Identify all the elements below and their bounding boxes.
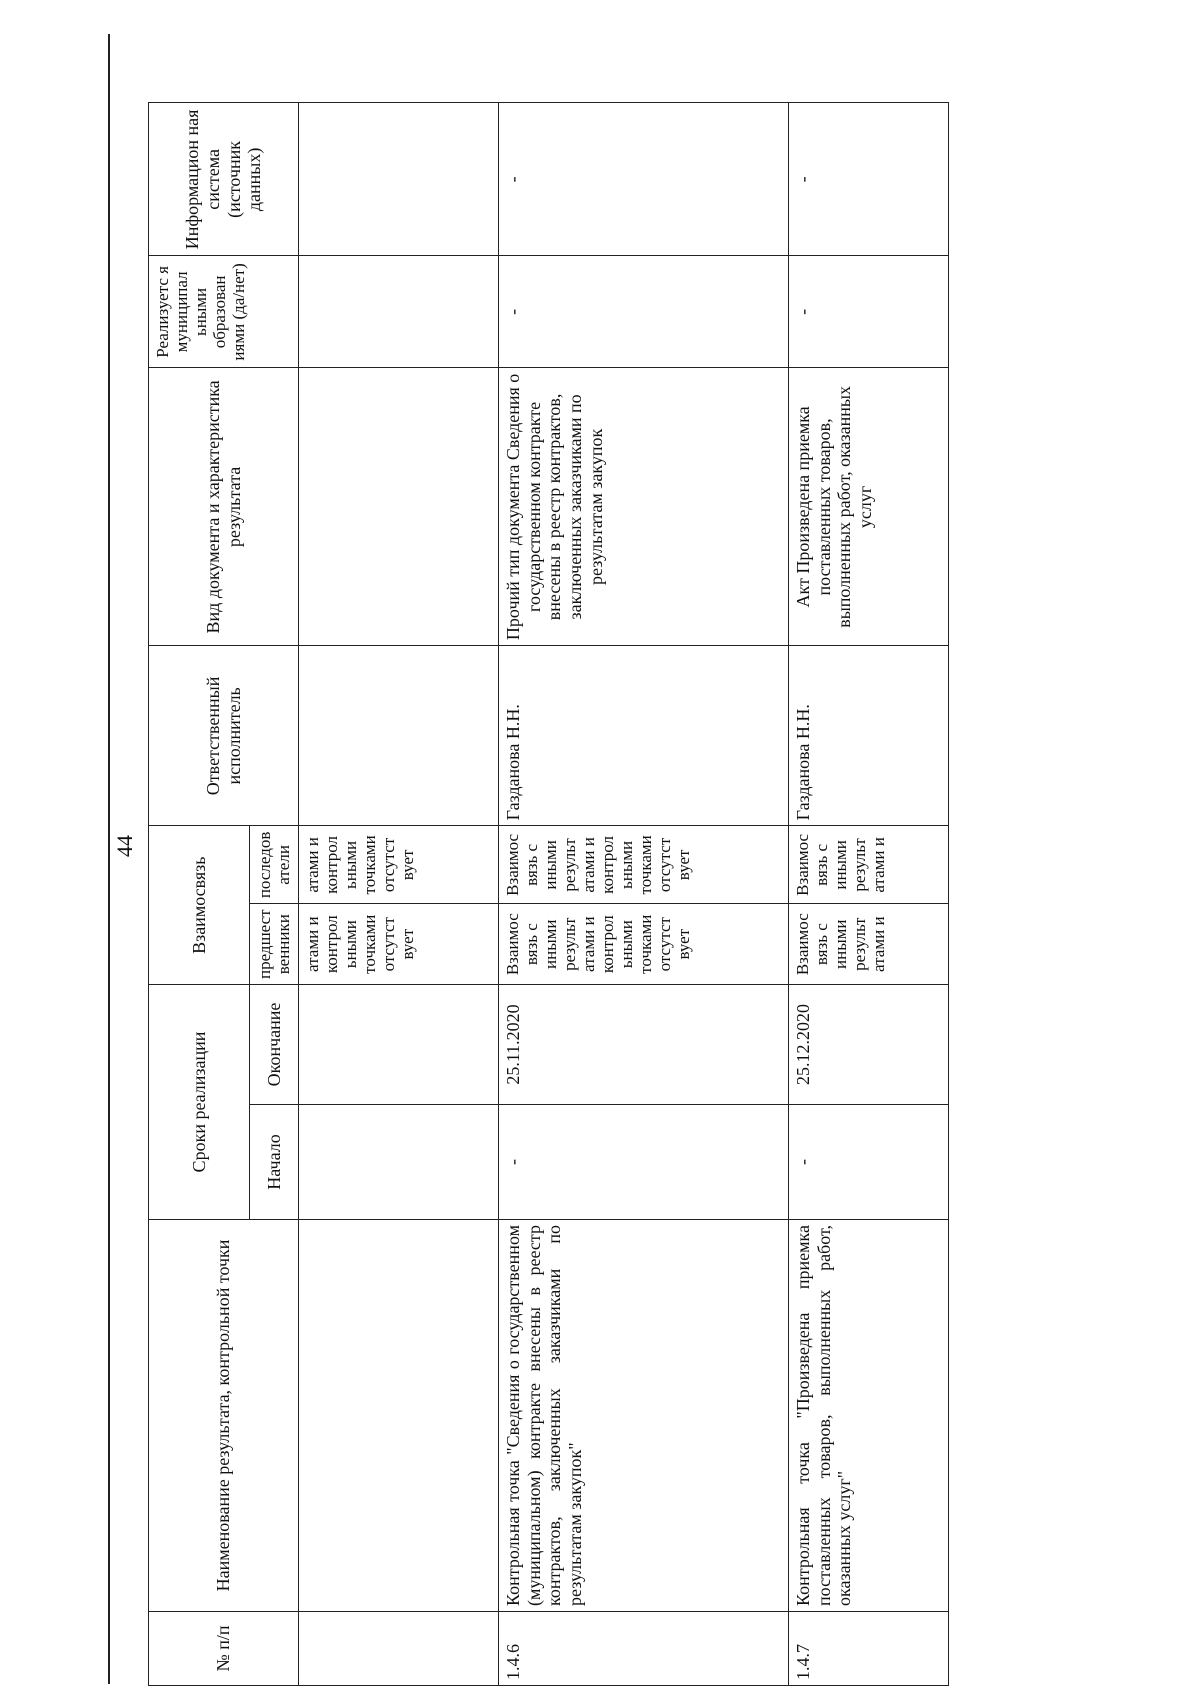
header-row	[149, 103, 250, 1686]
cell-document: Акт Произведена приемка поставленных товаров, выполненных работ, оказанных услуг	[789, 368, 949, 646]
cell-predecessors: Взаимос вязь с иными результ атами и контрол ьными точками отсутст вует	[499, 904, 789, 985]
cell-num: 1.4.6	[499, 1612, 789, 1686]
header-end: Окончание	[250, 985, 299, 1105]
table-row	[499, 103, 789, 1686]
cell-num	[299, 1612, 499, 1686]
cell-end	[299, 985, 499, 1105]
cell-successors: Взаимос вязь с иными результ атами и	[789, 826, 949, 904]
cell-name: Контрольная точка "Сведения о государственном (муниципальном) контракте внесены в реестр контрактов, заключенных заказчиками по результатам закупок"	[499, 1220, 789, 1612]
cell-successors: атами и контрол ьными точками отсутст вует	[299, 826, 499, 904]
cell-successors: Взаимос вязь с иными результ атами и контрол ьными точками отсутст вует	[499, 826, 789, 904]
header-responsible: Ответственный исполнитель	[149, 646, 299, 826]
cell-document: Прочий тип документа Сведения о государственном контракте внесены в реестр контрактов, заключенных заказчиками по результатам закупок	[499, 368, 789, 646]
cell-end: 25.12.2020	[789, 985, 949, 1105]
cell-responsible: Газданова Н.Н.	[789, 646, 949, 826]
cell-start: -	[789, 1105, 949, 1220]
cell-end: 25.11.2020	[499, 985, 789, 1105]
cell-info-system	[299, 103, 499, 256]
cell-info-system: -	[499, 103, 789, 256]
header-predecessors: предшест венники	[250, 904, 299, 985]
cell-responsible	[299, 646, 499, 826]
cell-municipal: -	[499, 256, 789, 368]
table-row-continued	[299, 103, 499, 1686]
cell-predecessors: атами и контрол ьными точками отсутст вует	[299, 904, 499, 985]
table-row	[789, 103, 949, 1686]
header-municipal: Реализуетс я муниципал ьными образован иями (да/нет)	[149, 256, 299, 368]
cell-predecessors: Взаимос вязь с иными результ атами и	[789, 904, 949, 985]
cell-start	[299, 1105, 499, 1220]
page-number: 44	[112, 835, 137, 857]
cell-responsible: Газданова Н.Н.	[499, 646, 789, 826]
cell-document	[299, 368, 499, 646]
header-info-system: Информацион ная система (источник данных)	[149, 103, 299, 256]
cell-name	[299, 1220, 499, 1612]
header-num: № п/п	[149, 1612, 299, 1686]
header-document: Вид документа и характеристика результата	[149, 368, 299, 646]
header-link: Взаимосвязь	[149, 826, 250, 985]
header-period: Сроки реализации	[149, 985, 250, 1220]
control-points-table	[148, 102, 949, 1686]
cell-start: -	[499, 1105, 789, 1220]
header-start: Начало	[250, 1105, 299, 1220]
margin-rule	[108, 34, 110, 1684]
header-name: Наименование результата, контрольной точки	[149, 1220, 299, 1612]
cell-num: 1.4.7	[789, 1612, 949, 1686]
header-successors: последов атели	[250, 826, 299, 904]
cell-info-system: -	[789, 103, 949, 256]
cell-name: Контрольная точка "Произведена приемка поставленных товаров, выполненных работ, оказанных услуг"	[789, 1220, 949, 1612]
cell-municipal: -	[789, 256, 949, 368]
cell-municipal	[299, 256, 499, 368]
